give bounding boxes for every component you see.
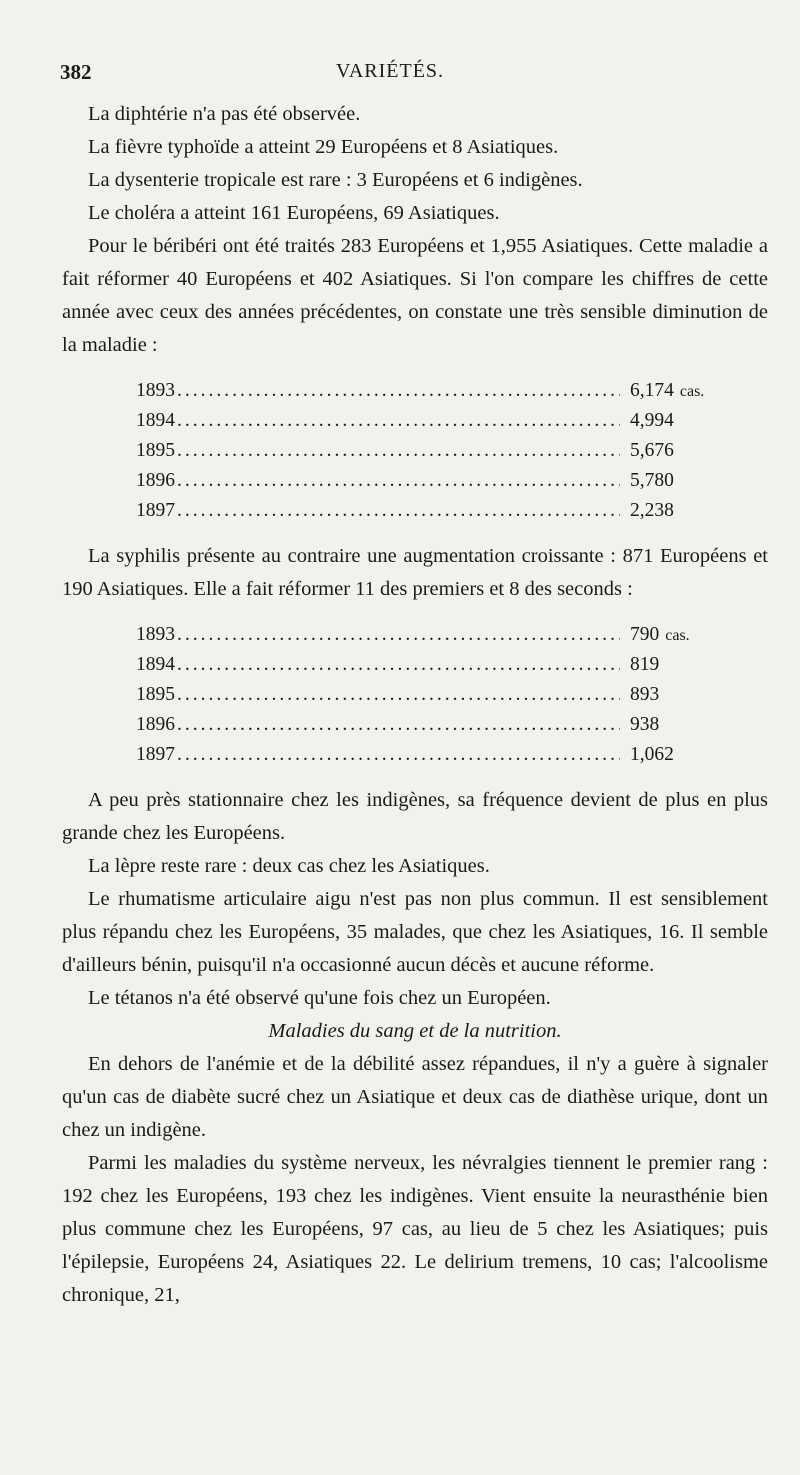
paragraph: A peu près stationnaire chez les indigènes, sa fréquence devient de plus en plus grande chez les Européens. [62, 789, 768, 844]
value-cell: 1,062 [630, 744, 674, 765]
table-row [136, 740, 718, 770]
section-heading: Maladies du sang et de la nutrition. [268, 1020, 562, 1042]
table-row [136, 436, 718, 466]
paragraph: Parmi les maladies du système nerveux, les névralgies tiennent le premier rang : 192 chez les Européens, 193 chez les indigènes. Vient ensuite la neurasthénie bien plus commune chez les Européens, 97 cas, au lieu de 5 chez les Asiatiques; puis l'épilepsie, Européens 24, Asiatiques 22. Le delirium tremens, 10 cas; l'alcoolisme chronique, 21, [62, 1152, 768, 1306]
leader-dots [177, 620, 620, 650]
value-cell: 893 [630, 684, 660, 705]
value-cell: 938 [630, 714, 660, 735]
table-row [136, 650, 718, 680]
paragraph: Le tétanos n'a été observé qu'une fois chez un Européen. [88, 987, 551, 1009]
leader-dots [177, 740, 620, 770]
leader-dots [177, 680, 620, 710]
table-row [136, 406, 718, 436]
table-row [136, 376, 718, 406]
year-cell: 1896 [136, 714, 175, 735]
paragraph: La diphtérie n'a pas été observée. [88, 103, 361, 125]
page-number: 382 [60, 60, 92, 84]
table-row [136, 680, 718, 710]
unit-label: cas. [665, 627, 690, 644]
page-header [60, 60, 720, 90]
year-cell: 1897 [136, 500, 175, 521]
paragraph: La syphilis présente au contraire une augmentation croissante : 871 Européens et 190 Asiatiques. Elle a fait réformer 11 des premiers et 8 des seconds : [62, 545, 768, 600]
beriberi-table [136, 376, 718, 526]
value-cell: 790 [630, 624, 660, 645]
syphilis-table [136, 620, 718, 770]
leader-dots [177, 650, 620, 680]
unit-label: cas. [679, 383, 705, 400]
year-cell: 1894 [136, 654, 175, 675]
table-row [136, 496, 718, 526]
value-cell: 4,994 [630, 410, 674, 431]
table-row [136, 466, 718, 496]
value-cell: 819 [630, 654, 660, 675]
year-cell: 1895 [136, 684, 175, 705]
value-cell: 6,174 [630, 380, 674, 401]
paragraph: En dehors de l'anémie et de la débilité assez répandues, il n'y a guère à signaler qu'un cas de diabète sucré chez un Asiatique et deux cas de diathèse urique, dont un chez un indigène. [62, 1053, 768, 1141]
value-cell: 2,238 [630, 500, 674, 521]
table-row [136, 710, 718, 740]
paragraph: La fièvre typhoïde a atteint 29 Européens et 8 Asiatiques. [88, 136, 559, 158]
paragraph: Le choléra a atteint 161 Européens, 69 Asiatiques. [88, 202, 500, 224]
leader-dots [177, 466, 620, 496]
leader-dots [177, 406, 620, 436]
year-cell: 1893 [136, 380, 175, 401]
paragraph: La lèpre reste rare : deux cas chez les Asiatiques. [88, 855, 490, 877]
leader-dots [177, 710, 620, 740]
value-cell: 5,676 [630, 440, 674, 461]
page-body [62, 98, 768, 1312]
running-title: VARIÉTÉS. [335, 60, 445, 82]
value-cell: 5,780 [630, 470, 674, 491]
paragraph: Pour le béribéri ont été traités 283 Européens et 1,955 Asiatiques. Cette maladie a fait réformer 40 Européens et 402 Asiatiques. Si l'on compare les chiffres de cette année avec ceux des années précédentes, on constate une très sensible diminution de la maladie : [62, 235, 768, 356]
paragraph: Le rhumatisme articulaire aigu n'est pas non plus commun. Il est sensiblement plus répandu chez les Européens, 35 malades, que chez les Asiatiques, 16. Il semble d'ailleurs bénin, puisqu'il n'a occasionné aucun décès et aucune réforme. [62, 888, 768, 976]
leader-dots [177, 376, 620, 406]
year-cell: 1895 [136, 440, 175, 461]
year-cell: 1893 [136, 624, 175, 645]
year-cell: 1896 [136, 470, 175, 491]
year-cell: 1894 [136, 410, 175, 431]
leader-dots [177, 496, 620, 526]
year-cell: 1897 [136, 744, 175, 765]
paragraph: La dysenterie tropicale est rare : 3 Européens et 6 indigènes. [88, 169, 583, 191]
table-row [136, 620, 718, 650]
leader-dots [177, 436, 620, 466]
